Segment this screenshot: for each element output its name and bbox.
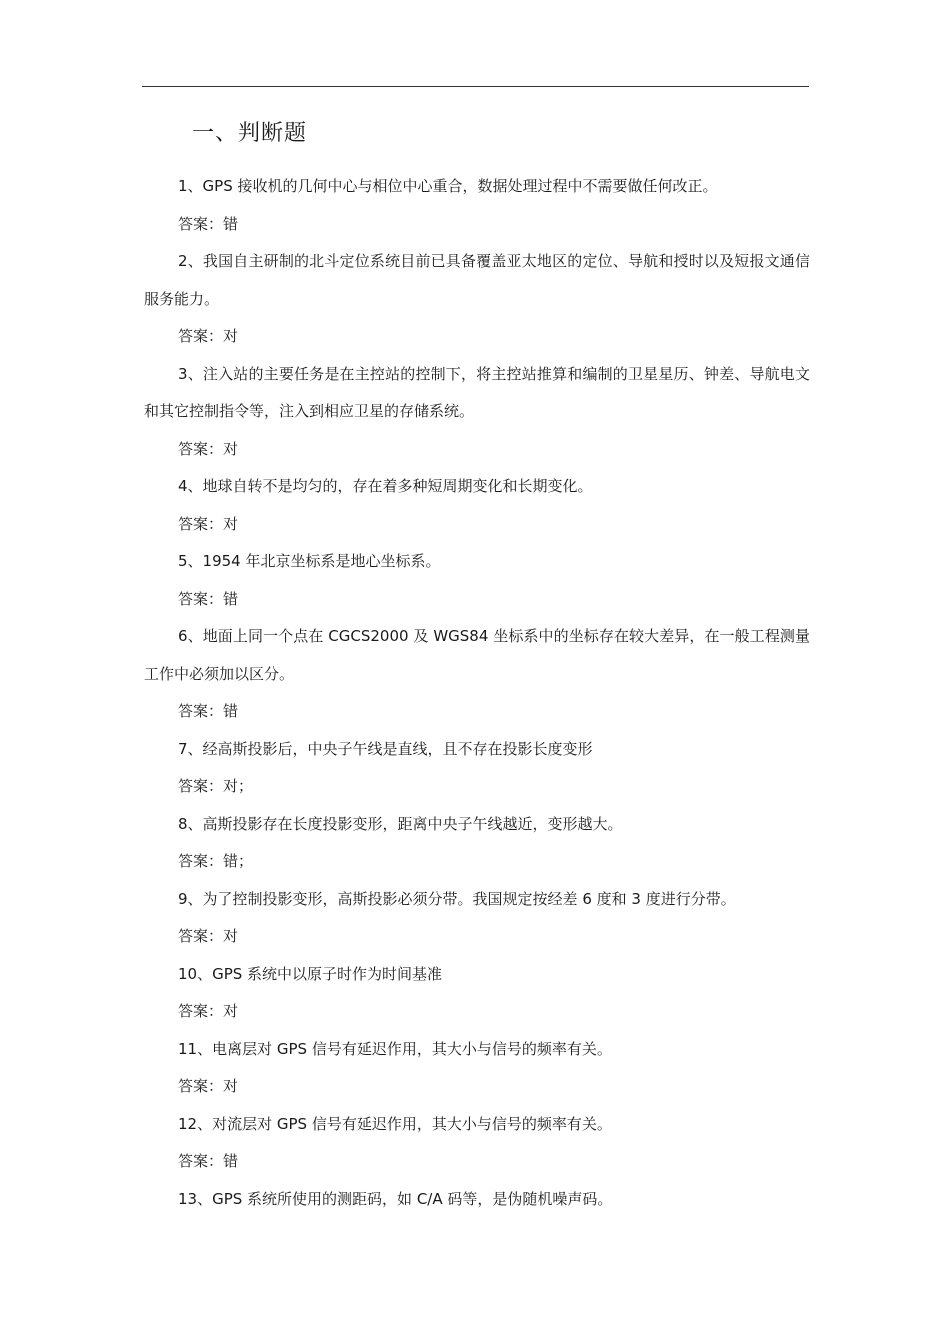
question-list <box>144 168 810 1218</box>
section-title: 一、判断题 <box>192 121 308 146</box>
question-13: 13、GPS 系统所使用的测距码，如 C/A 码等，是伪随机噪声码。 <box>178 1189 613 1208</box>
answer-10: 答案：对 <box>178 1002 239 1020</box>
answer-1: 答案：错 <box>178 214 239 233</box>
question-3: 3、注入站的主要任务是在主控站的控制下，将主控站推算和编制的卫星星历、钟差、导航电文和其它控制指令等，注入到相应卫星的存储系统。 <box>144 364 810 420</box>
question-2: 2、我国自主研制的北斗定位系统目前已具备覆盖亚太地区的定位、导航和授时以及短报文通信服务能力。 <box>144 252 810 308</box>
answer-3: 答案：对 <box>178 439 239 458</box>
question-8: 8、高斯投影存在长度投影变形，距离中央子午线越近，变形越大。 <box>178 814 623 833</box>
answer-6: 答案：错 <box>178 702 239 720</box>
answer-11: 答案：对 <box>178 1077 239 1095</box>
question-5: 5、1954 年北京坐标系是地心坐标系。 <box>178 552 441 570</box>
question-6: 6、地面上同一个点在 CGCS2000 及 WGS84 坐标系中的坐标存在较大差异，在一般工程测量工作中必须加以区分。 <box>144 627 810 683</box>
question-1: 1、GPS 接收机的几何中心与相位中心重合，数据处理过程中不需要做任何改正。 <box>178 177 718 195</box>
answer-9: 答案：对 <box>178 927 239 945</box>
question-4: 4、地球自转不是均匀的，存在着多种短周期变化和长期变化。 <box>178 477 593 495</box>
answer-8: 答案：错； <box>178 852 254 870</box>
question-10: 10、GPS 系统中以原子时作为时间基准 <box>178 964 443 983</box>
answer-2: 答案：对 <box>178 327 239 345</box>
header-rule <box>142 86 809 87</box>
answer-12: 答案：错 <box>178 1152 239 1170</box>
question-12: 12、对流层对 GPS 信号有延迟作用，其大小与信号的频率有关。 <box>178 1114 612 1133</box>
answer-4: 答案：对 <box>178 514 239 533</box>
answer-5: 答案：错 <box>178 589 239 608</box>
question-7: 7、经高斯投影后，中央子午线是直线，且不存在投影长度变形 <box>178 739 593 758</box>
question-11: 11、电离层对 GPS 信号有延迟作用，其大小与信号的频率有关。 <box>178 1039 612 1058</box>
question-9: 9、为了控制投影变形，高斯投影必须分带。我国规定按经差 6 度和 3 度进行分带。 <box>178 889 736 908</box>
answer-7: 答案：对； <box>178 777 254 795</box>
